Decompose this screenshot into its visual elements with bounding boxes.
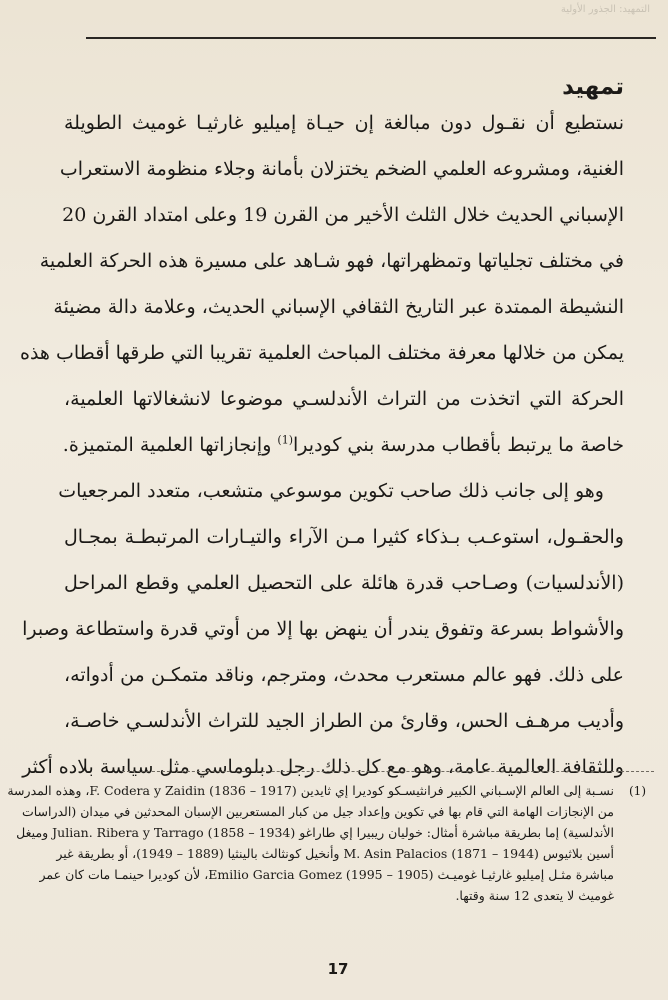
footnote-reference: (1)	[277, 433, 294, 447]
text-line	[64, 422, 624, 468]
running-header: التمهيد: الجذور الأولية	[560, 4, 650, 15]
footnote-line: أسين بلاثيوس (1944 – 1871) M. Asin Palacios وأنخيل كونثالث بالينثيا (1889 – 1949)، أو بطريقة غير	[56, 846, 614, 861]
text-line: في مختلف تجلياتها وتمظهراتها، فهو شـاهد على مسيرة هذه الحركة العلمية	[39, 250, 624, 272]
footnote-line: مباشرة مثـل إميليو غارثيـا غوميـث (1905 – 1995) Emilio Garcia Gomez، لأن كوديرا حينمـا مات كان عمر	[39, 867, 614, 882]
footnote-separator	[122, 771, 654, 772]
text-line: النشيطة الممتدة عبر التاريخ الثقافي الإسباني الحديث، وعلامة دالة مضيئة	[53, 296, 624, 318]
paragraph-2	[22, 468, 624, 790]
text-line: الإسباني الحديث خلال الثلث الأخير من القرن 19 وعلى امتداد القرن 20	[62, 204, 624, 226]
text-fragment: خاصة ما يرتبط بأقطاب مدرسة بني كوديرا	[293, 434, 624, 456]
paragraph-1	[20, 100, 624, 468]
text-fragment: وإنجازاتها العلمية المتميزة.	[62, 434, 278, 456]
text-line: وهو إلى جانب ذلك صاحب تكوين موسوعي متشعب، متعدد المرجعيات	[58, 480, 604, 502]
text-line: وأديب مرهـف الحس، وقارئ من الطراز الجيد للتراث الأندلسـي خاصـة،	[64, 710, 624, 732]
footnote-line: الأندلسية) إما بطريقة مباشرة أمثال: خوليان ريبيرا إي طاراغو (1934 – 1858) Julian. Ribera y Tarrago وميغل	[16, 825, 614, 840]
text-line: وللثقافة العالمية عامة، وهو مع كل ذلك رجل دبلوماسي مثل سياسة بلاده أكثر	[22, 756, 624, 778]
footnote-marker: (1)	[629, 784, 646, 798]
text-line: يمكن من خلالها معرفة مختلف المباحث العلمية تقريبا التي طرقها أقطاب هذه	[20, 342, 624, 364]
text-line: (الأندلسيات) وصـاحب قدرة هائلة على التحصيل العلمي وقطع المراحل	[64, 572, 624, 594]
body-text	[20, 100, 624, 790]
footnote-line: غوميث لا يتعدى 12 سنة وقتها.	[455, 888, 614, 903]
text-line: والحقـول، استوعـب بـذكاء كثيرا مـن الآراء والتيـارات المرتبطـة بمجـال	[64, 526, 624, 548]
section-heading: تمهيد	[562, 74, 624, 100]
text-line: على ذلك. فهو عالم مستعرب محدث، ومترجم، وناقد متمكـن من أدواته،	[64, 664, 624, 686]
text-line: الغنية، ومشروعه العلمي الضخم يختزلان بأمانة وجلاء منظومة الاستعراب	[59, 158, 624, 180]
text-line: نستطيع أن نقـول دون مبالغة إن حيـاة إميليو غارثيـا غوميث الطويلة	[64, 112, 624, 134]
footnote-line: نسـبة إلى العالم الإسـباني الكبير فرانثيسـكو كوديرا إي ثايدين (1917 – 1836) F. Codera y Zaidin، وهذه المدرسة	[7, 783, 614, 798]
text-line: الحركة التي اتخذت من التراث الأندلسـي موضوعا لانشغالاتها العلمية،	[64, 388, 624, 410]
header-rule	[86, 37, 656, 39]
text-line: والأشواط بسرعة وتفوق يندر أن ينهض بها إلا من أوتي قدرة واستطاعة وصبرا	[22, 618, 624, 640]
page-number: 17	[327, 960, 349, 978]
footnote	[7, 780, 614, 906]
footnote-line: من الإنجازات الهامة التي قام بها في تكوين وإعداد جيل من كبار المستعربين الإسبان المحدثين في ميدان (الدراسات	[21, 804, 614, 819]
